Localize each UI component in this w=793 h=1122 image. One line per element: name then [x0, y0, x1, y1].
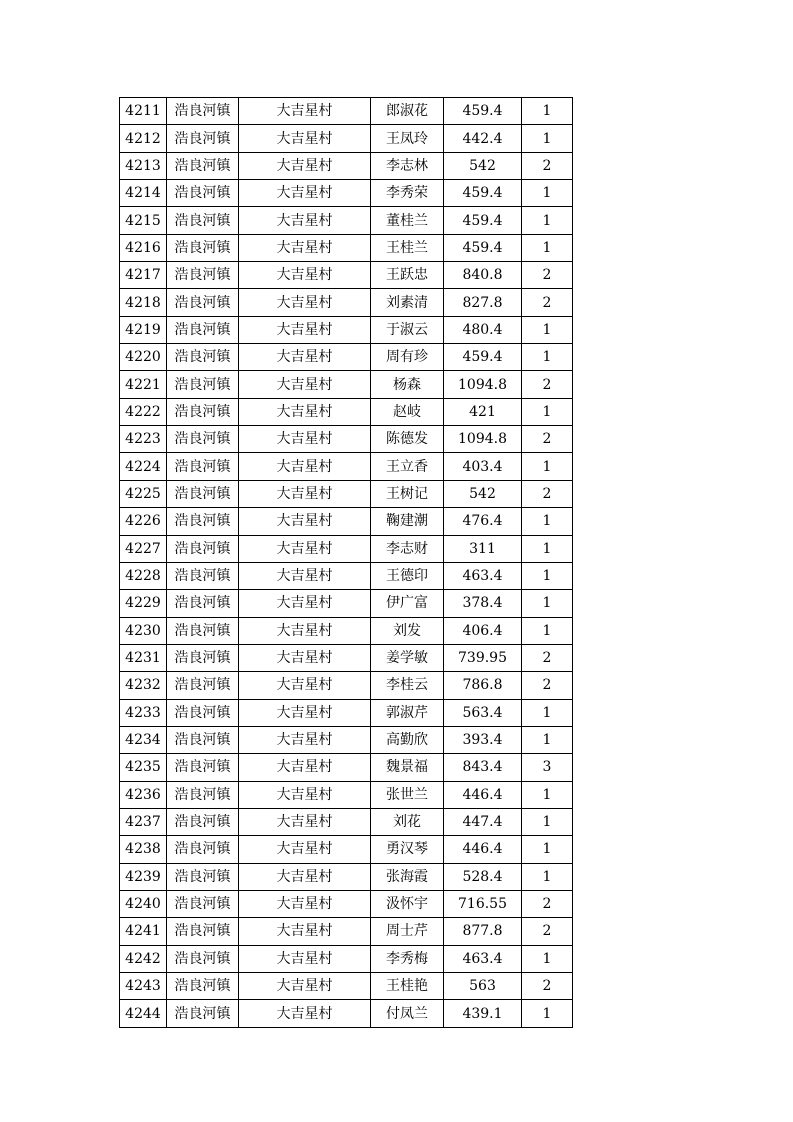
row-id-cell: 4223 [120, 426, 167, 453]
town-cell: 浩良河镇 [167, 918, 239, 945]
town-cell: 浩良河镇 [167, 262, 239, 289]
town-cell: 浩良河镇 [167, 316, 239, 343]
name-cell: 于淑云 [371, 316, 444, 343]
town-cell: 浩良河镇 [167, 836, 239, 863]
count-cell: 2 [522, 918, 573, 945]
roster-table [119, 97, 573, 1028]
row-id-cell: 4231 [120, 644, 167, 671]
town-cell: 浩良河镇 [167, 672, 239, 699]
amount-cell: 840.8 [444, 262, 522, 289]
table-row [120, 699, 573, 726]
count-cell: 1 [522, 398, 573, 425]
row-id-cell: 4227 [120, 535, 167, 562]
count-cell: 1 [522, 535, 573, 562]
amount-cell: 739.95 [444, 644, 522, 671]
table-row [120, 344, 573, 371]
village-cell: 大吉星村 [239, 562, 371, 589]
village-cell: 大吉星村 [239, 98, 371, 125]
count-cell: 2 [522, 672, 573, 699]
table-row [120, 480, 573, 507]
name-cell: 周士芹 [371, 918, 444, 945]
village-cell: 大吉星村 [239, 152, 371, 179]
row-id-cell: 4221 [120, 371, 167, 398]
village-cell: 大吉星村 [239, 480, 371, 507]
row-id-cell: 4218 [120, 289, 167, 316]
town-cell: 浩良河镇 [167, 644, 239, 671]
count-cell: 1 [522, 125, 573, 152]
amount-cell: 378.4 [444, 590, 522, 617]
count-cell: 1 [522, 180, 573, 207]
village-cell: 大吉星村 [239, 754, 371, 781]
amount-cell: 311 [444, 535, 522, 562]
town-cell: 浩良河镇 [167, 1000, 239, 1027]
town-cell: 浩良河镇 [167, 180, 239, 207]
count-cell: 1 [522, 590, 573, 617]
name-cell: 付凤兰 [371, 1000, 444, 1027]
table-row [120, 863, 573, 890]
table-row [120, 125, 573, 152]
count-cell: 1 [522, 617, 573, 644]
amount-cell: 463.4 [444, 562, 522, 589]
row-id-cell: 4243 [120, 973, 167, 1000]
count-cell: 1 [522, 207, 573, 234]
village-cell: 大吉星村 [239, 699, 371, 726]
amount-cell: 406.4 [444, 617, 522, 644]
town-cell: 浩良河镇 [167, 234, 239, 261]
table-row [120, 98, 573, 125]
amount-cell: 393.4 [444, 726, 522, 753]
village-cell: 大吉星村 [239, 808, 371, 835]
town-cell: 浩良河镇 [167, 617, 239, 644]
village-cell: 大吉星村 [239, 890, 371, 917]
amount-cell: 447.4 [444, 808, 522, 835]
count-cell: 1 [522, 699, 573, 726]
roster-table-body [120, 98, 573, 1028]
amount-cell: 528.4 [444, 863, 522, 890]
village-cell: 大吉星村 [239, 726, 371, 753]
amount-cell: 1094.8 [444, 371, 522, 398]
name-cell: 郎淑花 [371, 98, 444, 125]
row-id-cell: 4213 [120, 152, 167, 179]
village-cell: 大吉星村 [239, 316, 371, 343]
amount-cell: 786.8 [444, 672, 522, 699]
row-id-cell: 4212 [120, 125, 167, 152]
name-cell: 刘发 [371, 617, 444, 644]
amount-cell: 827.8 [444, 289, 522, 316]
village-cell: 大吉星村 [239, 1000, 371, 1027]
town-cell: 浩良河镇 [167, 726, 239, 753]
village-cell: 大吉星村 [239, 672, 371, 699]
count-cell: 1 [522, 98, 573, 125]
row-id-cell: 4215 [120, 207, 167, 234]
row-id-cell: 4211 [120, 98, 167, 125]
count-cell: 2 [522, 152, 573, 179]
village-cell: 大吉星村 [239, 234, 371, 261]
table-row [120, 973, 573, 1000]
village-cell: 大吉星村 [239, 180, 371, 207]
amount-cell: 563.4 [444, 699, 522, 726]
name-cell: 李志财 [371, 535, 444, 562]
name-cell: 赵岐 [371, 398, 444, 425]
row-id-cell: 4233 [120, 699, 167, 726]
name-cell: 汲怀宇 [371, 890, 444, 917]
count-cell: 2 [522, 890, 573, 917]
count-cell: 1 [522, 781, 573, 808]
village-cell: 大吉星村 [239, 590, 371, 617]
count-cell: 1 [522, 726, 573, 753]
table-row [120, 590, 573, 617]
count-cell: 2 [522, 973, 573, 1000]
row-id-cell: 4240 [120, 890, 167, 917]
village-cell: 大吉星村 [239, 508, 371, 535]
town-cell: 浩良河镇 [167, 535, 239, 562]
table-row [120, 836, 573, 863]
amount-cell: 459.4 [444, 98, 522, 125]
town-cell: 浩良河镇 [167, 508, 239, 535]
name-cell: 刘素清 [371, 289, 444, 316]
name-cell: 杨森 [371, 371, 444, 398]
town-cell: 浩良河镇 [167, 426, 239, 453]
amount-cell: 877.8 [444, 918, 522, 945]
name-cell: 李志林 [371, 152, 444, 179]
table-row [120, 152, 573, 179]
table-row [120, 371, 573, 398]
village-cell: 大吉星村 [239, 644, 371, 671]
count-cell: 1 [522, 945, 573, 972]
table-row [120, 918, 573, 945]
row-id-cell: 4239 [120, 863, 167, 890]
name-cell: 魏景福 [371, 754, 444, 781]
name-cell: 勇汉琴 [371, 836, 444, 863]
count-cell: 2 [522, 644, 573, 671]
town-cell: 浩良河镇 [167, 890, 239, 917]
amount-cell: 459.4 [444, 180, 522, 207]
village-cell: 大吉星村 [239, 344, 371, 371]
town-cell: 浩良河镇 [167, 562, 239, 589]
name-cell: 周有珍 [371, 344, 444, 371]
amount-cell: 1094.8 [444, 426, 522, 453]
row-id-cell: 4241 [120, 918, 167, 945]
table-row [120, 808, 573, 835]
row-id-cell: 4232 [120, 672, 167, 699]
name-cell: 高勤欣 [371, 726, 444, 753]
village-cell: 大吉星村 [239, 781, 371, 808]
name-cell: 李秀梅 [371, 945, 444, 972]
count-cell: 1 [522, 234, 573, 261]
amount-cell: 716.55 [444, 890, 522, 917]
table-row [120, 262, 573, 289]
row-id-cell: 4225 [120, 480, 167, 507]
town-cell: 浩良河镇 [167, 344, 239, 371]
table-row [120, 644, 573, 671]
count-cell: 1 [522, 808, 573, 835]
name-cell: 王树记 [371, 480, 444, 507]
table-row [120, 754, 573, 781]
count-cell: 1 [522, 508, 573, 535]
name-cell: 郭淑芹 [371, 699, 444, 726]
table-row [120, 289, 573, 316]
village-cell: 大吉星村 [239, 426, 371, 453]
village-cell: 大吉星村 [239, 289, 371, 316]
village-cell: 大吉星村 [239, 262, 371, 289]
amount-cell: 446.4 [444, 836, 522, 863]
town-cell: 浩良河镇 [167, 371, 239, 398]
amount-cell: 480.4 [444, 316, 522, 343]
town-cell: 浩良河镇 [167, 152, 239, 179]
town-cell: 浩良河镇 [167, 289, 239, 316]
count-cell: 2 [522, 480, 573, 507]
name-cell: 姜学敏 [371, 644, 444, 671]
village-cell: 大吉星村 [239, 617, 371, 644]
table-row [120, 508, 573, 535]
row-id-cell: 4217 [120, 262, 167, 289]
name-cell: 鞠建潮 [371, 508, 444, 535]
name-cell: 王桂艳 [371, 973, 444, 1000]
count-cell: 1 [522, 562, 573, 589]
name-cell: 王跃忠 [371, 262, 444, 289]
name-cell: 伊广富 [371, 590, 444, 617]
table-row [120, 617, 573, 644]
table-row [120, 945, 573, 972]
town-cell: 浩良河镇 [167, 480, 239, 507]
village-cell: 大吉星村 [239, 863, 371, 890]
amount-cell: 463.4 [444, 945, 522, 972]
town-cell: 浩良河镇 [167, 808, 239, 835]
row-id-cell: 4242 [120, 945, 167, 972]
amount-cell: 446.4 [444, 781, 522, 808]
amount-cell: 439.1 [444, 1000, 522, 1027]
name-cell: 李桂云 [371, 672, 444, 699]
town-cell: 浩良河镇 [167, 125, 239, 152]
village-cell: 大吉星村 [239, 125, 371, 152]
amount-cell: 542 [444, 152, 522, 179]
name-cell: 董桂兰 [371, 207, 444, 234]
village-cell: 大吉星村 [239, 918, 371, 945]
count-cell: 2 [522, 426, 573, 453]
name-cell: 刘花 [371, 808, 444, 835]
amount-cell: 459.4 [444, 234, 522, 261]
amount-cell: 442.4 [444, 125, 522, 152]
table-row [120, 890, 573, 917]
count-cell: 2 [522, 289, 573, 316]
table-row [120, 672, 573, 699]
row-id-cell: 4234 [120, 726, 167, 753]
count-cell: 1 [522, 863, 573, 890]
row-id-cell: 4235 [120, 754, 167, 781]
name-cell: 王德印 [371, 562, 444, 589]
count-cell: 2 [522, 371, 573, 398]
name-cell: 王立香 [371, 453, 444, 480]
name-cell: 陈德发 [371, 426, 444, 453]
table-row [120, 1000, 573, 1027]
village-cell: 大吉星村 [239, 973, 371, 1000]
town-cell: 浩良河镇 [167, 754, 239, 781]
row-id-cell: 4236 [120, 781, 167, 808]
amount-cell: 476.4 [444, 508, 522, 535]
count-cell: 1 [522, 836, 573, 863]
row-id-cell: 4228 [120, 562, 167, 589]
amount-cell: 563 [444, 973, 522, 1000]
row-id-cell: 4237 [120, 808, 167, 835]
row-id-cell: 4219 [120, 316, 167, 343]
name-cell: 王桂兰 [371, 234, 444, 261]
village-cell: 大吉星村 [239, 836, 371, 863]
village-cell: 大吉星村 [239, 453, 371, 480]
row-id-cell: 4226 [120, 508, 167, 535]
row-id-cell: 4229 [120, 590, 167, 617]
town-cell: 浩良河镇 [167, 590, 239, 617]
row-id-cell: 4224 [120, 453, 167, 480]
town-cell: 浩良河镇 [167, 398, 239, 425]
table-row [120, 535, 573, 562]
count-cell: 1 [522, 453, 573, 480]
table-row [120, 426, 573, 453]
count-cell: 3 [522, 754, 573, 781]
name-cell: 王凤玲 [371, 125, 444, 152]
name-cell: 张世兰 [371, 781, 444, 808]
name-cell: 张海霞 [371, 863, 444, 890]
village-cell: 大吉星村 [239, 207, 371, 234]
town-cell: 浩良河镇 [167, 98, 239, 125]
town-cell: 浩良河镇 [167, 945, 239, 972]
table-row [120, 398, 573, 425]
row-id-cell: 4216 [120, 234, 167, 261]
table-row [120, 234, 573, 261]
row-id-cell: 4244 [120, 1000, 167, 1027]
table-row [120, 316, 573, 343]
count-cell: 1 [522, 344, 573, 371]
amount-cell: 459.4 [444, 344, 522, 371]
table-row [120, 207, 573, 234]
row-id-cell: 4214 [120, 180, 167, 207]
table-row [120, 726, 573, 753]
town-cell: 浩良河镇 [167, 699, 239, 726]
amount-cell: 421 [444, 398, 522, 425]
row-id-cell: 4238 [120, 836, 167, 863]
town-cell: 浩良河镇 [167, 863, 239, 890]
count-cell: 1 [522, 316, 573, 343]
amount-cell: 843.4 [444, 754, 522, 781]
table-row [120, 180, 573, 207]
name-cell: 李秀荣 [371, 180, 444, 207]
town-cell: 浩良河镇 [167, 453, 239, 480]
row-id-cell: 4230 [120, 617, 167, 644]
village-cell: 大吉星村 [239, 535, 371, 562]
village-cell: 大吉星村 [239, 945, 371, 972]
amount-cell: 542 [444, 480, 522, 507]
amount-cell: 459.4 [444, 207, 522, 234]
table-row [120, 781, 573, 808]
town-cell: 浩良河镇 [167, 973, 239, 1000]
town-cell: 浩良河镇 [167, 781, 239, 808]
count-cell: 1 [522, 1000, 573, 1027]
table-row [120, 562, 573, 589]
count-cell: 2 [522, 262, 573, 289]
amount-cell: 403.4 [444, 453, 522, 480]
village-cell: 大吉星村 [239, 398, 371, 425]
row-id-cell: 4220 [120, 344, 167, 371]
village-cell: 大吉星村 [239, 371, 371, 398]
town-cell: 浩良河镇 [167, 207, 239, 234]
row-id-cell: 4222 [120, 398, 167, 425]
table-row [120, 453, 573, 480]
